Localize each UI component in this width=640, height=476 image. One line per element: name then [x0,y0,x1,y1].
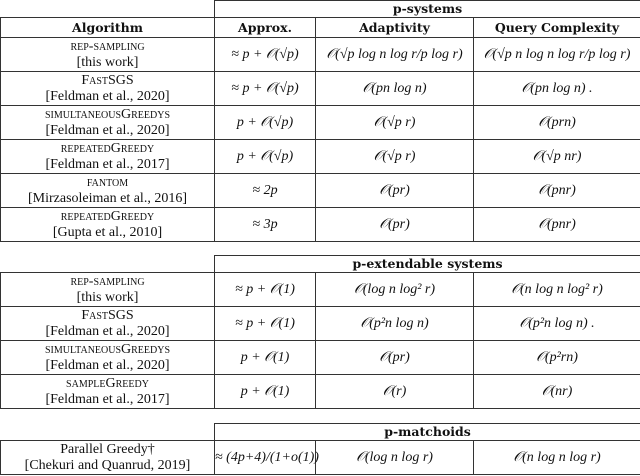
query-cell [474,341,640,375]
adaptivity-cell [316,174,474,208]
table-p-extendable-systems [0,255,640,409]
table-row [1,72,640,106]
algorithm-name: repeatedGreedy [60,208,155,224]
query-value: 𝒪(n log n log² r) [511,281,603,297]
query-value: 𝒪(pnr) [538,216,576,232]
query-cell [474,375,640,409]
column-header-row [1,18,640,38]
algorithm-cell [1,72,215,106]
approx-cell [215,307,316,341]
table-row [1,441,640,475]
query-cell [474,72,640,106]
approx-cell [215,72,316,106]
reference: [this work] [76,289,139,305]
algorithm-cell [1,273,215,307]
query-cell [474,174,640,208]
reference: [Feldman et al., 2020] [45,88,170,104]
algorithm-name: rep-sampling [70,38,145,54]
reference: [Feldman et al., 2020] [45,323,170,339]
query-cell [474,441,640,475]
query-cell [474,273,640,307]
query-cell [474,140,640,174]
query-value: 𝒪(√p n log n log r/p log r) [483,46,631,62]
algorithm-cell [1,375,215,409]
reference: [Feldman et al., 2020] [45,122,170,138]
query-value: 𝒪(pn log n) . [521,80,593,96]
reference: [this work] [76,54,139,70]
adaptivity-value: 𝒪(√p r) [373,148,416,164]
blank-cell [1,424,215,441]
algorithm-name: sampleGreedy [66,375,149,391]
approx-cell [215,140,316,174]
algorithm-name: repeatedGreedy [60,140,155,156]
algorithm-cell [1,106,215,140]
approx-cell [215,375,316,409]
adaptivity-cell [316,106,474,140]
adaptivity-cell [316,38,474,72]
adaptivity-value: 𝒪(pr) [379,349,410,365]
adaptivity-value: 𝒪(√p r) [373,114,416,130]
group-header-row [1,1,640,18]
table-p-matchoids [0,423,640,475]
adaptivity-value: 𝒪(r) [382,383,407,399]
group-header-row [1,256,640,273]
query-cell [474,106,640,140]
adaptivity-cell [316,72,474,106]
approx-value: p + 𝒪(1) [240,383,290,399]
adaptivity-cell [316,341,474,375]
approx-cell [215,174,316,208]
adaptivity-cell [316,441,474,475]
table-row [1,38,640,72]
approx-value: ≈ p + 𝒪(√p) [231,46,299,62]
table-row [1,273,640,307]
algorithm-name: fantom [86,174,129,190]
algorithm-cell [1,174,215,208]
approx-value: ≈ p + 𝒪(√p) [231,80,299,96]
algorithm-cell [1,140,215,174]
table-row [1,174,640,208]
adaptivity-value: 𝒪(pn log n) [362,80,427,96]
header-algorithm: Algorithm [1,18,215,38]
approx-cell [215,273,316,307]
algorithm-cell [1,38,215,72]
table-row [1,106,640,140]
blank-cell [1,1,215,18]
approx-value: ≈ (4p+4)/(1+o(1)) [215,449,319,465]
adaptivity-cell [316,307,474,341]
algorithm-cell [1,341,215,375]
query-value: 𝒪(√p nr) [532,148,582,164]
adaptivity-cell [316,375,474,409]
approx-value: p + 𝒪(1) [240,349,290,365]
approx-value: ≈ p + 𝒪(1) [235,315,295,331]
algorithm-name: FastSGS [81,72,134,88]
table-row [1,341,640,375]
approx-cell [215,441,319,475]
query-cell [474,38,640,72]
reference: [Mirzasoleiman et al., 2016] [27,190,187,206]
query-value: 𝒪(prn) [538,114,576,130]
table-row [1,208,640,242]
approx-value: p + 𝒪(√p) [236,114,294,130]
query-cell [474,307,640,341]
adaptivity-value: 𝒪(pr) [379,216,410,232]
algorithm-name: rep-sampling [70,273,145,289]
header-approx: Approx. [215,18,316,38]
approx-value: ≈ 3p [252,216,278,232]
adaptivity-value: 𝒪(p²n log n) [360,315,429,331]
algorithm-cell [1,307,215,341]
approx-value: ≈ p + 𝒪(1) [235,281,295,297]
blank-cell [1,256,215,273]
group-header-row [1,424,640,441]
query-value: 𝒪(n log n log r) [513,449,601,465]
adaptivity-cell [316,208,474,242]
section-title: p-systems [215,1,640,18]
query-value: 𝒪(p²n log n) . [519,315,595,331]
approx-cell [215,341,316,375]
algorithm-name: simultaneousGreedys [44,341,171,357]
approx-value: p + 𝒪(√p) [236,148,294,164]
section-title: p-extendable systems [215,256,640,273]
adaptivity-value: 𝒪(pr) [379,182,410,198]
table-row [1,375,640,409]
reference: [Chekuri and Quanrud, 2019] [24,457,191,473]
adaptivity-value: 𝒪(√p log n log r/p log r) [326,46,463,62]
adaptivity-value: 𝒪(log n log² r) [353,281,436,297]
query-value: 𝒪(p²rn) [536,349,578,365]
algorithm-cell [1,208,215,242]
adaptivity-value: 𝒪(log n log r) [356,449,433,465]
table-row [1,307,640,341]
query-value: 𝒪(pnr) [538,182,576,198]
reference: [Feldman et al., 2020] [45,357,170,373]
approx-cell [215,38,316,72]
table-row [1,140,640,174]
adaptivity-cell [316,273,474,307]
header-adaptivity: Adaptivity [316,18,474,38]
reference: [Feldman et al., 2017] [45,391,170,407]
algorithm-cell [1,441,215,475]
reference: [Gupta et al., 2010] [52,224,163,240]
header-query: Query Complexity [474,18,640,38]
algorithm-name: Parallel Greedy† [60,441,155,457]
query-value: 𝒪(nr) [541,383,573,399]
reference: [Feldman et al., 2017] [45,156,170,172]
section-title: p-matchoids [215,424,640,441]
approx-value: ≈ 2p [252,182,278,198]
approx-cell [215,208,316,242]
algorithm-name: simultaneousGreedys [44,106,171,122]
query-cell [474,208,640,242]
algorithm-name: FastSGS [81,307,134,323]
adaptivity-cell [316,140,474,174]
approx-cell [215,106,316,140]
